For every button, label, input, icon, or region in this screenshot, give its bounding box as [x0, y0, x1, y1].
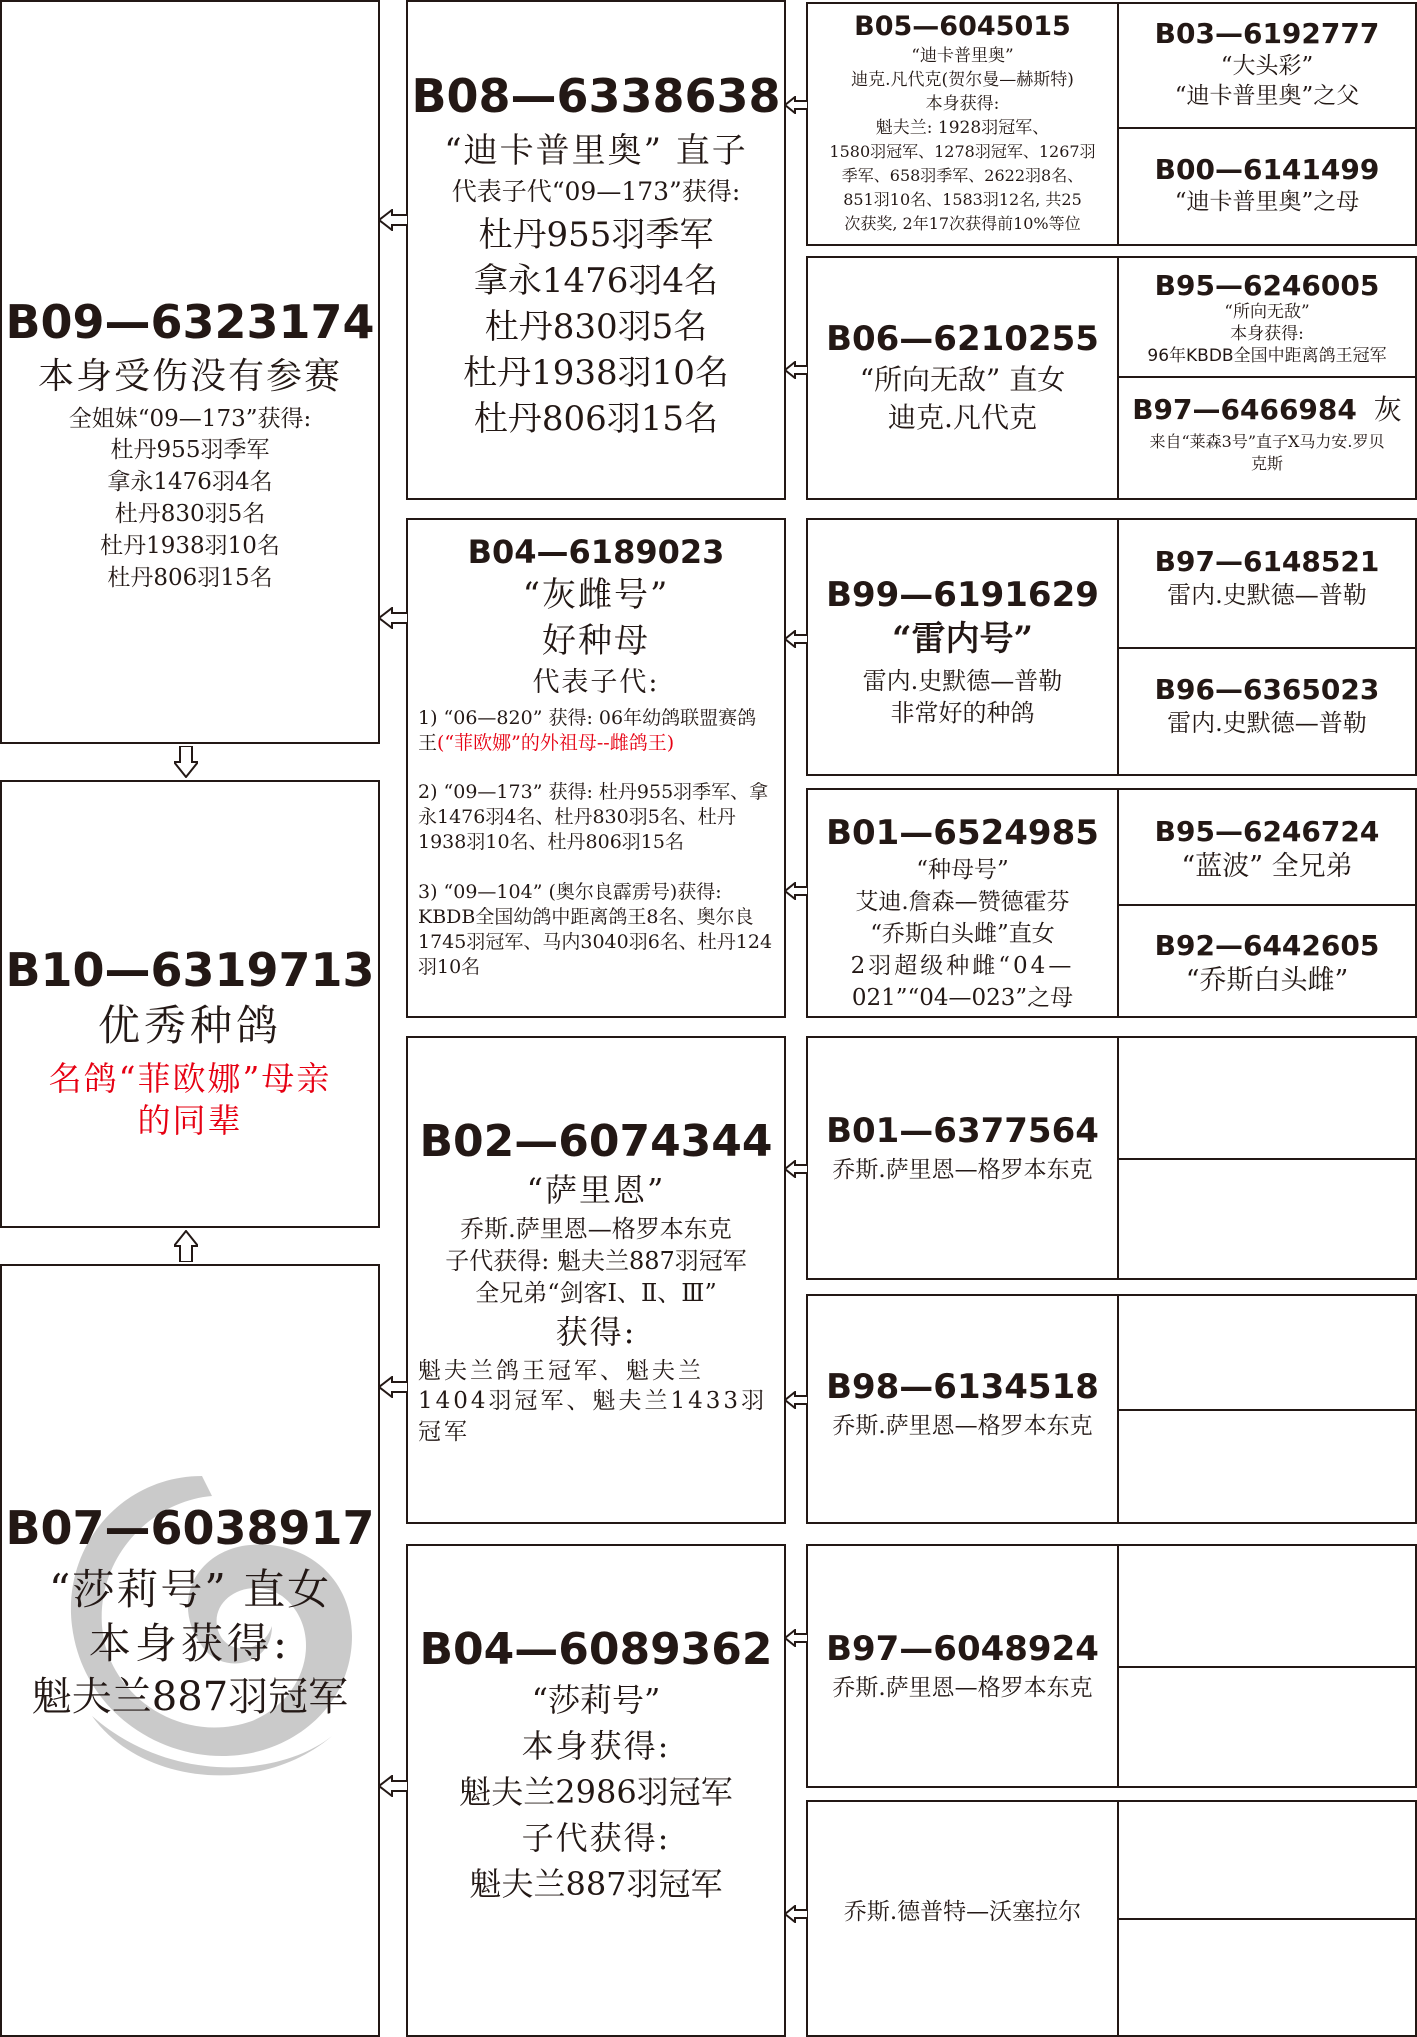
b97a-line: 来自“莱森3号”直子X马力安.罗贝 [1149, 432, 1385, 451]
b99-line: 非常好的种鸽 [890, 699, 1035, 727]
b97-line: 乔斯.萨里恩—格罗本东克 [832, 1675, 1093, 1701]
b01a-name: “种母号” [916, 857, 1009, 883]
b95b-b92-card [1117, 788, 1417, 1018]
arrow-down-icon [174, 746, 198, 778]
dd-line: 子代获得: [521, 1819, 671, 1857]
dam-dam-card [406, 1544, 786, 2037]
empty-card [1117, 1036, 1417, 1280]
subject-card [0, 780, 380, 1228]
b92-line: “乔斯白头雌” [1185, 965, 1349, 996]
arrow-left-icon [784, 1391, 808, 1409]
b05-line: 1580羽冠军、1278羽冠军、1267羽 [829, 142, 1096, 161]
b95a-line: 本身获得: [1230, 324, 1304, 344]
sire-ring-number: B09—6323174 [5, 295, 375, 349]
b99-line: 雷内.史默德—普勒 [862, 667, 1063, 695]
dd-line: “莎莉号” [531, 1681, 661, 1719]
ss-line: 杜丹830羽5名 [484, 307, 708, 347]
sd-record-3: 3) “09—104” (奥尔良霹雳号)获得: KBDB全国幼鸽中距离鸽王8名、奥尔良1745羽冠军、马内3040羽6名、杜丹124羽10名 [418, 881, 773, 979]
b01a-line: 021”“04—023”之母 [851, 985, 1074, 1011]
ss-line: 杜丹806羽15名 [473, 399, 719, 439]
ss-line: 杜丹955羽季军 [478, 215, 714, 255]
arrow-left-icon [378, 1775, 408, 1797]
b05-ring-number: B05—6045015 [854, 11, 1071, 42]
sd-name: “灰雌号” [522, 575, 670, 615]
b03-line: “大头彩” [1220, 53, 1314, 79]
subject-red-note: 名鸽“菲欧娜”母亲 [48, 1059, 332, 1098]
dam-sire-card [406, 1036, 786, 1524]
b05-line: 魁夫兰: 1928羽冠军、 [875, 118, 1050, 138]
b01b-card [806, 1036, 1119, 1280]
b96-line: 雷内.史默德—普勒 [1167, 709, 1367, 737]
b00-ring-number: B00—6141499 [1154, 153, 1380, 186]
row-divider [1119, 1918, 1415, 1920]
b92-ring-number: B92—6442605 [1154, 929, 1380, 962]
b05-line: “迪卡普里奥” [911, 46, 1014, 66]
b06-ring-number: B06—6210255 [826, 319, 1099, 359]
b95b-ring-number: B95—6246724 [1154, 815, 1380, 848]
ss-line: 杜丹1938羽10名 [463, 353, 729, 393]
row-divider [1119, 1409, 1415, 1411]
empty-card [1117, 1544, 1417, 1788]
ss-line: “迪卡普里奥” 直子 [444, 131, 748, 171]
b05-line: 季军、658羽季军、2622羽8名、 [841, 166, 1084, 185]
b97b-line: 雷内.史默德—普勒 [1167, 581, 1367, 609]
row-divider [1119, 904, 1415, 906]
sire-dam-card [406, 518, 786, 1018]
sire-line: 杜丹806羽15名 [107, 565, 273, 591]
sire-line: 杜丹955羽季军 [110, 437, 270, 463]
b97b-b96-card [1117, 518, 1417, 776]
arrow-left-icon [378, 607, 408, 629]
ss-line: 代表子代“09—173”获得: [451, 177, 741, 206]
row-divider [1119, 376, 1415, 378]
sd-sub: 代表子代: [532, 667, 660, 698]
row-divider [1119, 1158, 1415, 1160]
b05-card [806, 2, 1119, 246]
arrow-left-icon [784, 1905, 808, 1923]
ds-record: 魁夫兰鸽王冠军、魁夫兰1404羽冠军、魁夫兰1433羽冠军 [418, 1358, 768, 1445]
subject-title: 优秀种鸽 [97, 1001, 282, 1050]
ds-line: 子代获得: 魁夫兰887羽冠军 [445, 1247, 747, 1275]
b00-line: “迪卡普里奥”之母 [1174, 189, 1360, 215]
b98-line: 乔斯.萨里恩—格罗本东克 [832, 1413, 1093, 1439]
b99-card [806, 518, 1119, 776]
b97-ring-number: B97—6048924 [826, 1629, 1099, 1669]
b01a-ring-number: B01—6524985 [826, 813, 1099, 853]
b06-line: 迪克.凡代克 [888, 401, 1037, 434]
row-divider [1119, 1666, 1415, 1668]
arrow-left-icon [784, 630, 808, 648]
dd-ring-number: B04—6089362 [419, 1624, 773, 1675]
dd-line: 魁夫兰2986羽冠军 [459, 1773, 733, 1811]
sire-line: 杜丹830羽5名 [114, 501, 266, 527]
b95a-ring-number: B95—6246005 [1154, 269, 1380, 302]
sd-record-2: 2) “09—173” 获得: 杜丹955羽季军、拿永1476羽4名、杜丹830羽5名、杜丹1938羽10名、杜丹806羽15名 [418, 781, 769, 854]
dd-line: 魁夫兰887羽冠军 [469, 1865, 723, 1903]
ds-name: “萨里恩” [526, 1171, 666, 1209]
b05-line: 本身获得: [925, 94, 1000, 114]
b03-ring-number: B03—6192777 [1154, 17, 1380, 50]
arrow-up-icon [174, 1230, 198, 1262]
b05-line: 迪克.凡代克(贺尔曼—赫斯特) [851, 70, 1074, 90]
empty-card [1117, 1294, 1417, 1524]
sd-desc: 好种母 [542, 621, 650, 661]
b98-ring-number: B98—6134518 [826, 1367, 1099, 1407]
row-divider [1119, 127, 1415, 129]
ds-line: 全兄弟“剑客Ⅰ、Ⅱ、Ⅲ” [475, 1279, 717, 1307]
b97a-header [1119, 392, 1415, 427]
b95-b97-card [1117, 256, 1417, 500]
b01a-card [806, 788, 1119, 1018]
sire-line: 杜丹1938羽10名 [100, 533, 280, 559]
b01a-line: “乔斯白头雌”直女 [870, 921, 1055, 947]
ss-line: 拿永1476羽4名 [473, 261, 719, 301]
unknown-card [806, 1800, 1119, 2037]
dam-line: “莎莉号” 直女 [48, 1565, 332, 1614]
b01b-line: 乔斯.萨里恩—格罗本东克 [832, 1157, 1093, 1183]
ds-sub: 获得: [555, 1313, 637, 1351]
dam-card [0, 1264, 380, 2037]
empty-card [1117, 1800, 1417, 2037]
b97a-ring-number: B97—6466984 [1132, 393, 1357, 426]
b97-card [806, 1544, 1119, 1788]
b99-name: “雷内号” [891, 619, 1034, 659]
unknown-line: 乔斯.德普特—沃塞拉尔 [843, 1899, 1082, 1925]
arrow-left-icon [378, 209, 408, 231]
b01a-line: 艾迪.詹森—赞德霍芬 [855, 889, 1070, 915]
ds-ring-number: B02—6074344 [419, 1116, 773, 1167]
b03-b00-card [1117, 2, 1417, 246]
sire-line: 拿永1476羽4名 [107, 469, 273, 495]
b03-line: “迪卡普里奥”之父 [1174, 83, 1360, 109]
sd-record-1 [418, 706, 774, 756]
b99-ring-number: B99—6191629 [826, 575, 1099, 615]
subject-ring-number: B10—6319713 [5, 943, 375, 997]
sire-note: 本身受伤没有参赛 [37, 356, 342, 397]
b97b-ring-number: B97—6148521 [1154, 545, 1380, 578]
b01a-line: 2羽超级种雌“04— [850, 953, 1075, 979]
arrow-left-icon [784, 882, 808, 900]
b97a-color: 灰 [1373, 393, 1402, 426]
sire-line: 全姐妹“09—173”获得: [68, 406, 312, 432]
arrow-left-icon [784, 96, 808, 114]
b95a-line: “所向无敌” [1224, 302, 1310, 322]
dam-line: 本身获得: [88, 1619, 292, 1668]
b05-line: 851羽10名、1583羽12名, 共25 [843, 190, 1082, 209]
row-divider [1119, 647, 1415, 649]
b06-card [806, 256, 1119, 500]
sire-sire-card [406, 0, 786, 500]
dam-ring-number: B07—6038917 [5, 1501, 375, 1555]
b97a-line: 克斯 [1250, 454, 1283, 473]
b06-line: “所向无敌” 直女 [859, 363, 1066, 396]
b96-ring-number: B96—6365023 [1154, 673, 1380, 706]
b95b-line: “蓝波” 全兄弟 [1181, 851, 1353, 882]
b98-card [806, 1294, 1119, 1524]
arrow-left-icon [378, 1376, 408, 1398]
b05-line: 次获奖, 2年17次获得前10%等位 [844, 214, 1081, 233]
sd-record-1-red: (“菲欧娜”的外祖母--雌鸽王) [437, 732, 675, 755]
sd-record-1-text: 1) “06—820” 获得: 06年幼鸽联盟赛鸽王 [418, 707, 757, 755]
sd-ring-number: B04—6189023 [467, 533, 725, 571]
ss-ring-number: B08—6338638 [411, 69, 781, 123]
arrow-left-icon [784, 361, 808, 379]
subject-red-note-2: 的同辈 [137, 1101, 243, 1140]
b01b-ring-number: B01—6377564 [826, 1111, 1099, 1151]
dd-line: 本身获得: [521, 1727, 671, 1765]
ds-line: 乔斯.萨里恩—格罗本东克 [460, 1215, 732, 1243]
dam-line: 魁夫兰887羽冠军 [31, 1674, 349, 1720]
arrow-left-icon [784, 1629, 808, 1647]
sire-card [0, 0, 380, 744]
b95a-line: 96年KBDB全国中距离鸽王冠军 [1147, 346, 1387, 366]
arrow-left-icon [784, 1160, 808, 1178]
